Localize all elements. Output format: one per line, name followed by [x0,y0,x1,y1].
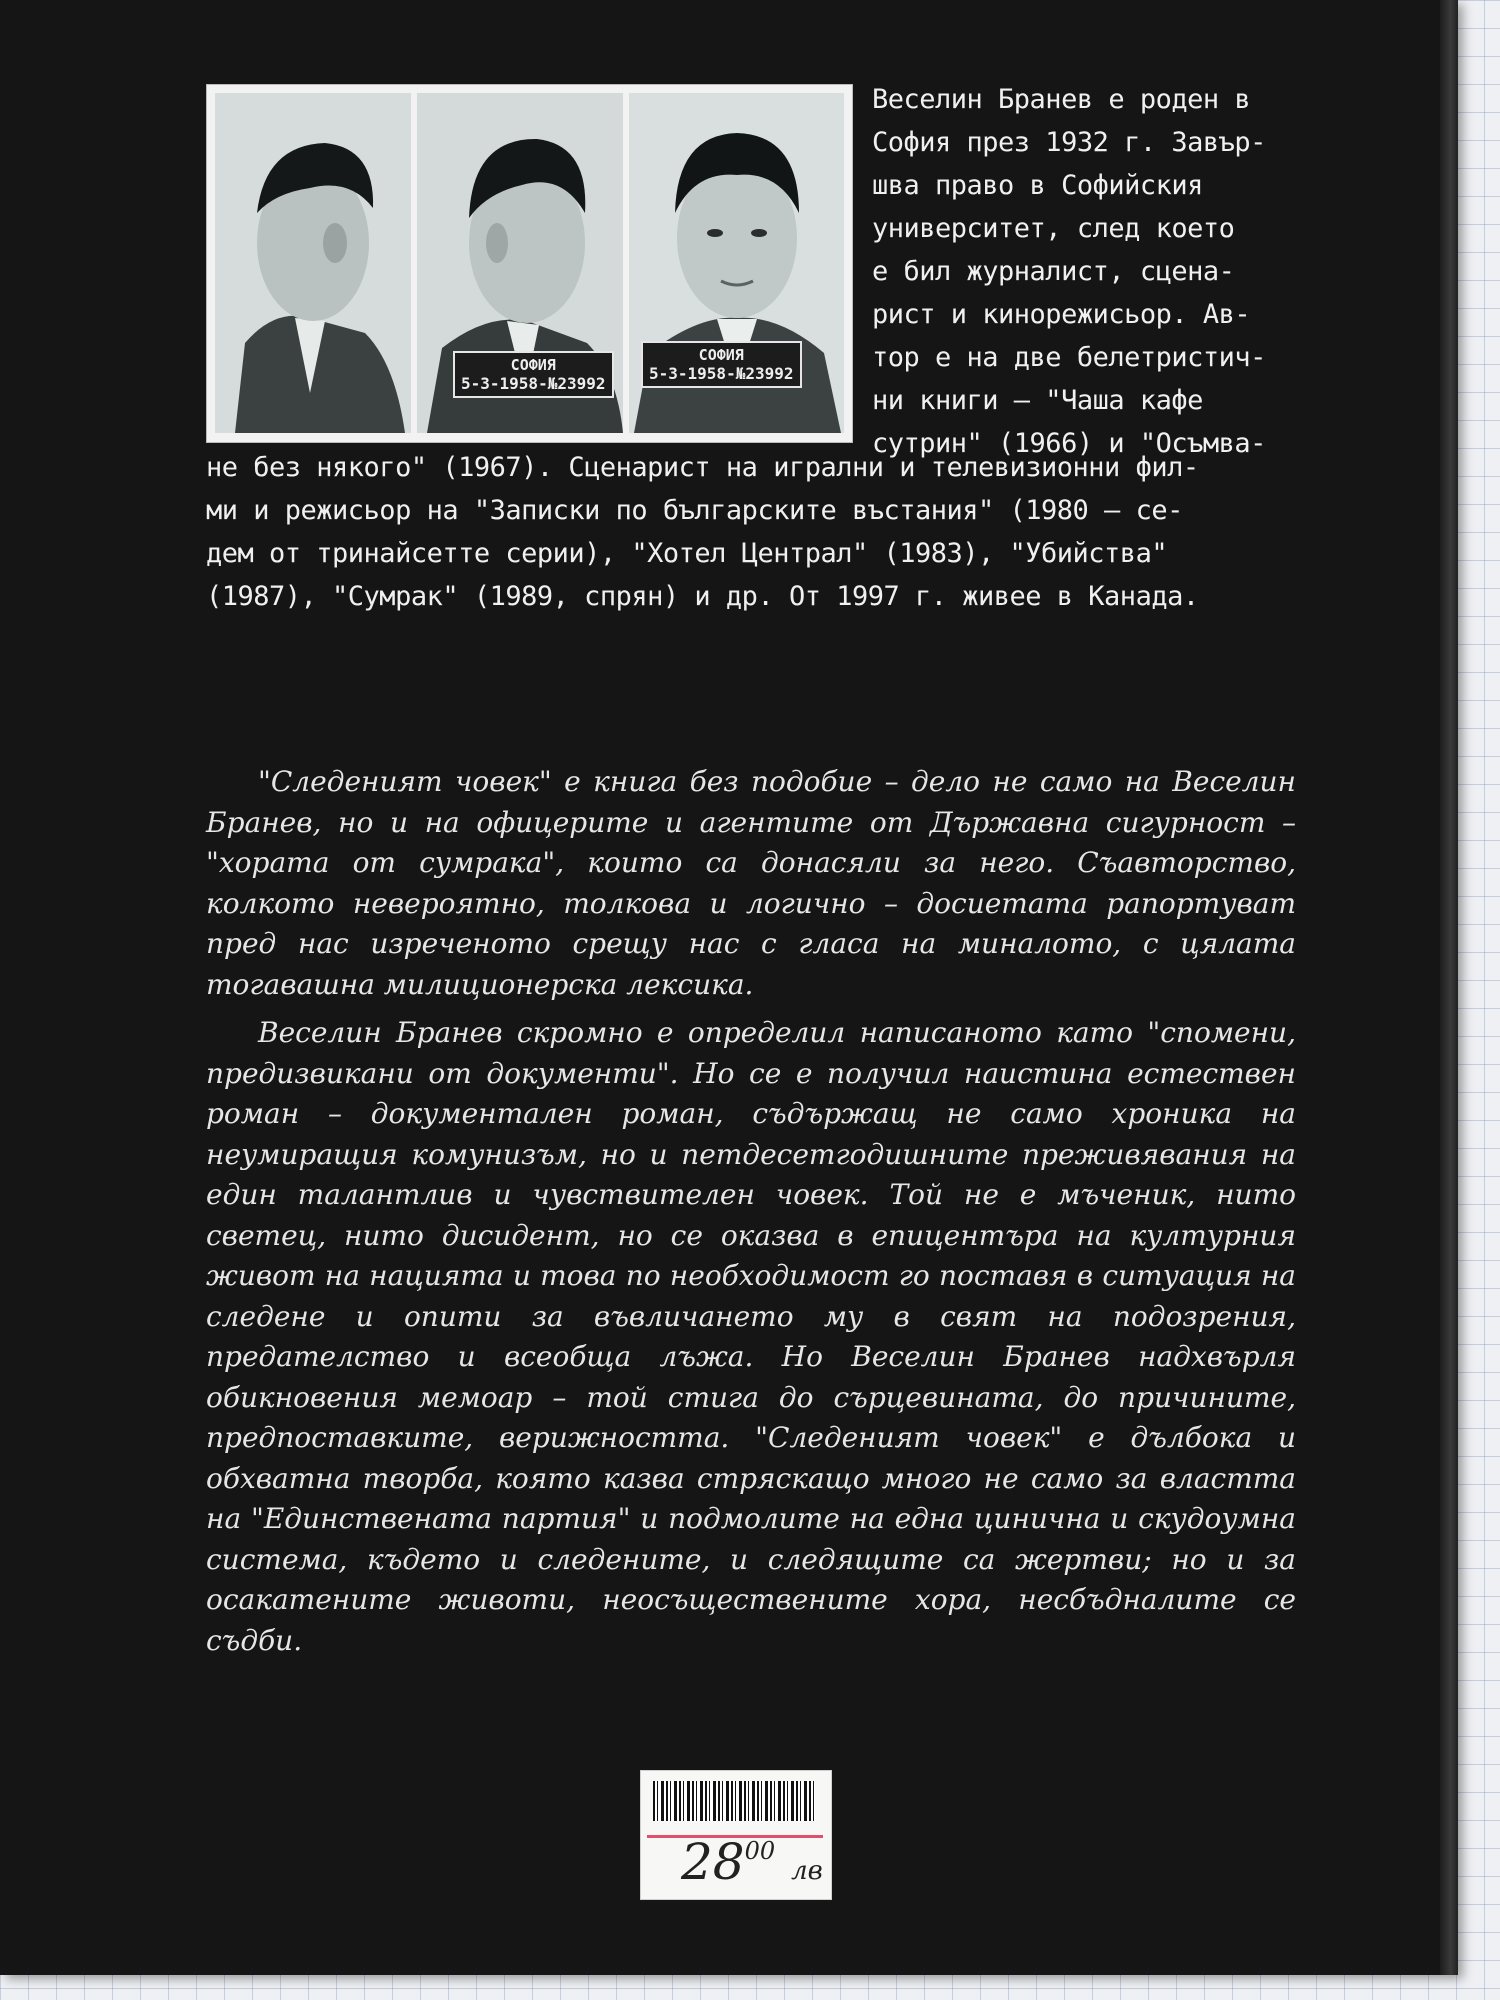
mugshot-profile-left [215,93,411,433]
bio-line: дем от тринайсетте серии), "Хотел Централ" (1983), "Убийства" [206,538,1168,569]
barcode-icon [653,1781,815,1821]
bio-line: е бил журналист, сцена- [872,256,1235,287]
bio-line: сутрин" (1966) и "Осъмва- [872,428,1266,459]
book-description [206,762,1296,1669]
mugshot-frontal [629,93,844,433]
bio-line: рист и кинорежисьор. Ав- [872,299,1251,330]
bio-line: ми и режисьор на "Записки по българските въстания" (1980 – се- [206,495,1183,526]
bio-line: (1987), "Сумрак" (1989, спрян) и др. От 1997 г. живее в Канада. [206,581,1199,612]
author-bio-side [872,78,1290,465]
mugshot-placard-right [641,341,802,388]
book-spine-edge [1440,0,1458,1975]
bio-line: Веселин Бранев е роден в [872,84,1251,115]
price-sticker [640,1770,832,1900]
author-bio-full-width [206,446,1291,618]
price-cents: 00 [744,1837,776,1865]
description-paragraph-2: Веселин Бранев скромно е определил написаното като "спомени, предизвикани от документи". Но се е получил наистина естествен роман – документален роман, съдържащ не само хроника на неумиращия комунизъм, но и петдесетгодишните преживявания на един талантлив и чувствителен човек. Той не е мъченик, нито светец, нито дисидент, но се оказва в епицентъра на културния живот на нацията и това по необходимост го поставя в ситуация на следене и опити за въвличането му в свят на подозрения, предателство и всеобща лъжа. Но Веселин Бранев надхвърля обикновения мемоар – той стига до сърцевината, до причините, предпоставките, верижността. "Следеният човек" е дълбока и обхватна творба, която казва стряскащо много не само за властта на "Единствената партия" и подмолите на една цинична и скудоумна система, където и следените, и следящите са жертви; но и за осакатените животи, неосъществените хора, несбъдналите се съдби. [206,1016,1296,1657]
bio-line: шва право в Софийския [872,170,1203,201]
placard-city: СОФИЯ [698,346,744,364]
author-mugshot-photo [206,84,853,443]
bio-line: тор е на две белетристич- [872,342,1266,373]
placard-code: 5-3-1958-№23992 [649,364,794,383]
price-currency: лв [791,1856,823,1886]
bio-line: не без някого" (1967). Сценарист на игрални и телевизионни фил- [206,452,1199,483]
placard-code: 5-3-1958-№23992 [461,374,606,393]
description-paragraph-1: "Следеният човек" е книга без подобие – дело не само на Веселин Бранев, но и на офицерите и агентите от Държавна сигурност – "хората от сумрака", които са донасяли за него. Съавторство, колкото невероятно, толкова и логично – досиетата рапортуват пред нас изреченото срещу нас с гласа на миналото, с цялата тогавашна милиционерска лексика. [206,765,1296,1001]
mugshot-profile-right [417,93,623,433]
mugshot-placard-middle [453,351,614,398]
price-amount: 28 [681,1833,745,1891]
placard-city: СОФИЯ [510,356,556,374]
price-label [681,1833,823,1891]
bio-line: ни книги – "Чаша кафе [872,385,1203,416]
bio-line: университет, след което [872,213,1235,244]
bio-line: София през 1932 г. Завър- [872,127,1266,158]
